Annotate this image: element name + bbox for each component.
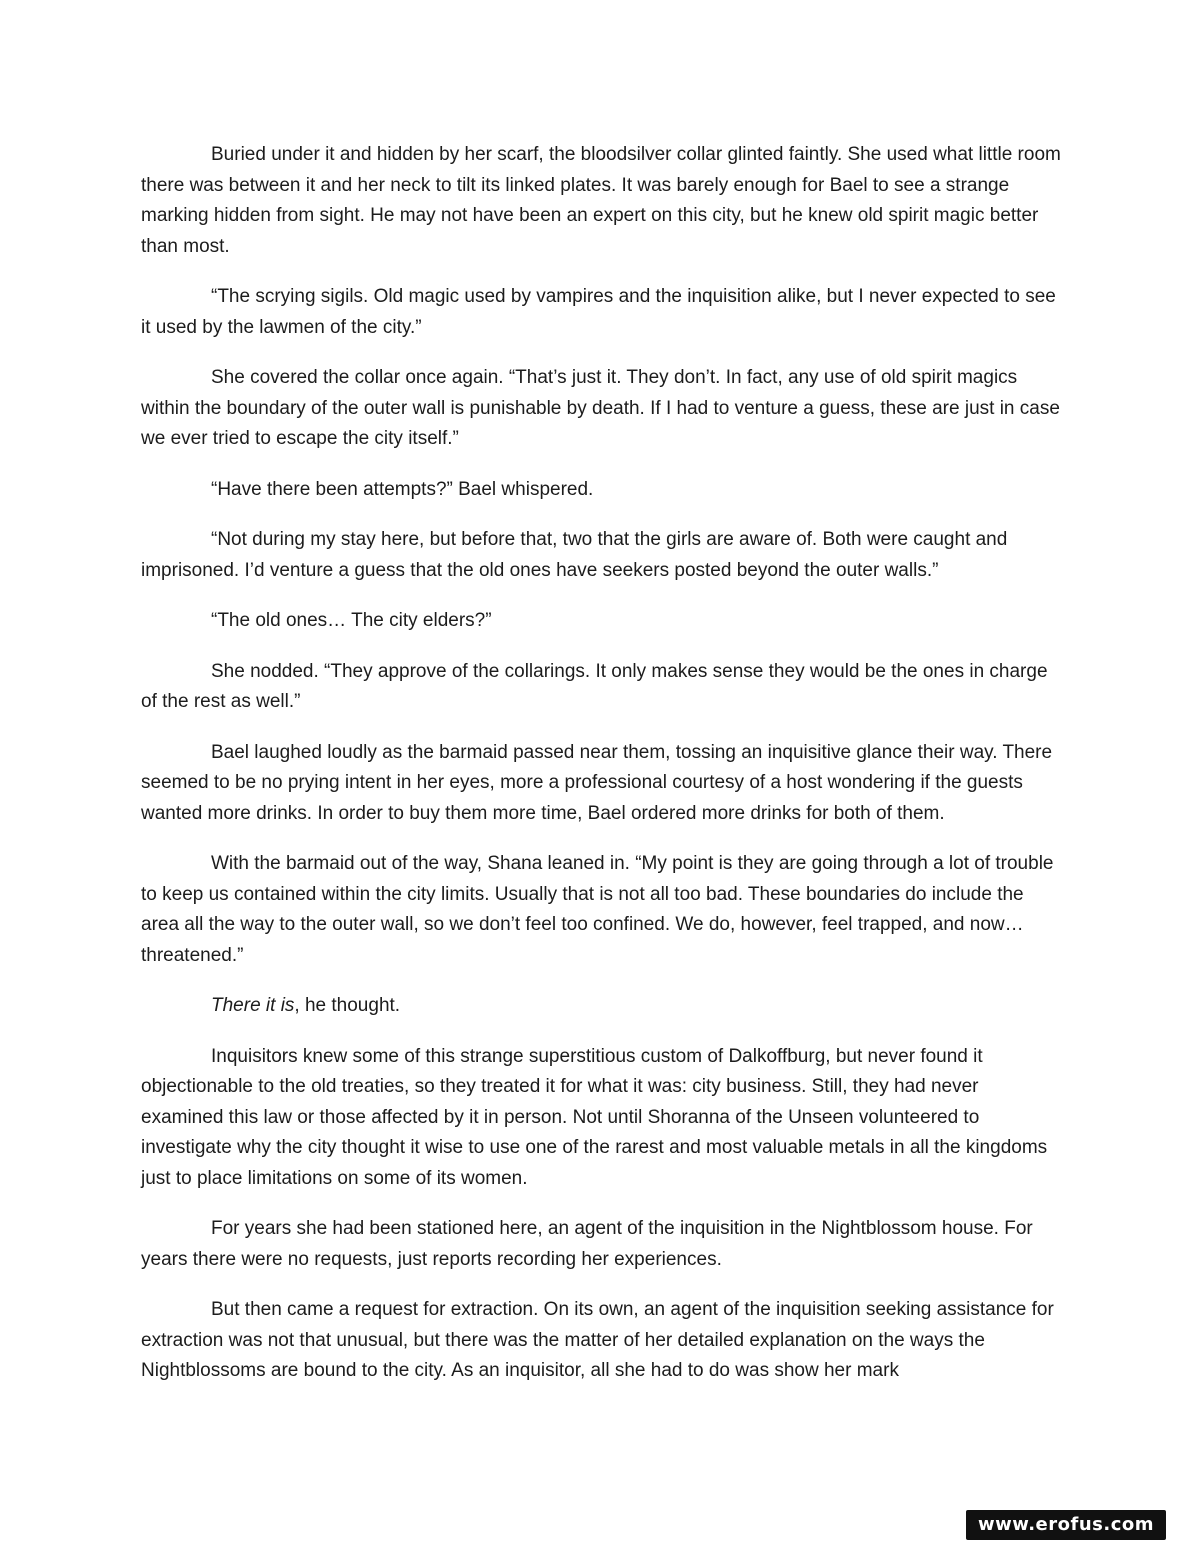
paragraph-11: Inquisitors knew some of this strange superstitious custom of Dalkoffburg, but never found it objectionable to the old treaties, so they treated it for what it was: city business. Still, they had never examined this law or those affected by it in person. Not until Shoranna of the Unseen volunteered to investigate why the city thought it wise to use one of the rarest and most valuable metals in all the kingdoms just to place limitations on some of its women.	[141, 1045, 1048, 1189]
paragraph-9: With the barmaid out of the way, Shana leaned in. “My point is they are going through a lot of trouble to keep us contained within the city limits. Usually that is not all too bad. These boundaries do include the area all the way to the outer wall, so we don’t feel too confined. We do, however, feel trapped, and now…threatened.”	[141, 853, 1054, 966]
paragraph-5: “Not during my stay here, but before that, two that the girls are aware of. Both were caught and imprisoned. I’d venture a guess that the old ones have seekers posted beyond the outer walls.”	[141, 529, 1008, 581]
paragraph-1: Buried under it and hidden by her scarf, the bloodsilver collar glinted faintly. She used what little room there was between it and her neck to tilt its linked plates. It was barely enough for Bael to see a strange marking hidden from sight. He may not have been an expert on this city, but he knew old spirit magic better than most.	[141, 144, 1061, 257]
paragraph-8: Bael laughed loudly as the barmaid passed near them, tossing an inquisitive glance their way. There seemed to be no prying intent in her eyes, more a professional courtesy of a host wondering if the guests wanted more drinks. In order to buy them more time, Bael ordered more drinks for both of them.	[141, 741, 1053, 824]
paragraph-2: “The scrying sigils. Old magic used by vampires and the inquisition alike, but I never expected to see it used by the lawmen of the city.”	[141, 286, 1056, 338]
paragraph-4: “Have there been attempts?” Bael whispered.	[211, 478, 594, 500]
paragraph-12: For years she had been stationed here, an agent of the inquisition in the Nightblossom house. For years there were no requests, just reports recording her experiences.	[141, 1218, 1033, 1270]
paragraph-13: But then came a request for extraction. On its own, an agent of the inquisition seeking assistance for extraction was not that unusual, but there was the matter of her detailed explanation on the ways the Nightblossoms are bound to the city. As an inquisitor, all she had to do was show her mark	[141, 1299, 1054, 1381]
paragraph-10	[141, 991, 1061, 1022]
paragraph-7: She nodded. “They approve of the collarings. It only makes sense they would be the ones in charge of the rest as well.”	[141, 660, 1048, 712]
paragraph-6: “The old ones… The city elders?”	[211, 610, 492, 631]
italic-thought: There it is	[211, 995, 295, 1016]
watermark-badge: www.erofus.com	[966, 1510, 1166, 1540]
document-page	[141, 140, 1061, 1407]
paragraph-3: She covered the collar once again. “That’s just it. They don’t. In fact, any use of old spirit magics within the boundary of the outer wall is punishable by death. If I had to venture a guess, these are just in case we ever tried to escape the city itself.”	[141, 367, 1060, 449]
thought-suffix: , he thought.	[294, 995, 401, 1016]
